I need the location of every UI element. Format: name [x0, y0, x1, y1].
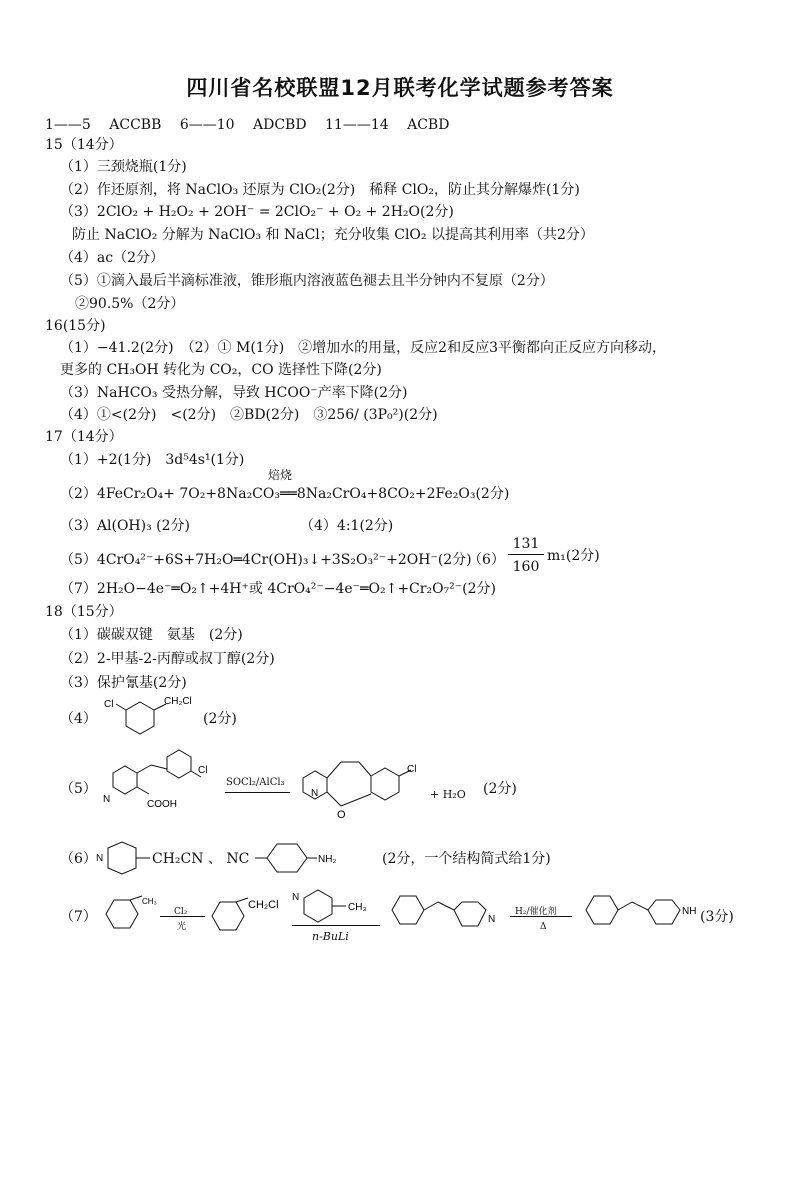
q18-5-byproduct: + H₂O — [430, 788, 466, 801]
svg-text:NH: NH — [682, 906, 697, 917]
q15-answer-5b: ②90.5%（2分） — [75, 296, 185, 312]
q18-6-substituents: CH₂CN 、 NC — [152, 851, 250, 867]
q17-answer-6-label: （6） — [468, 552, 505, 568]
q18-answer-2: （2）2-甲基-2-丙醇或叔丁醇(2分) — [60, 651, 275, 667]
q18-7-reagent-3: H₂/催化剂 — [515, 907, 557, 917]
svg-text:CH₂Cl: CH₂Cl — [248, 899, 279, 911]
q18-5-reagent: SOCl₂/AlCl₃ — [226, 777, 285, 788]
svg-text:NH₂: NH₂ — [318, 854, 337, 865]
structure-toluene — [100, 894, 160, 938]
q17-answer-1: （1）+2(1分) 3d⁵4s¹(1分) — [60, 452, 245, 468]
q17-reaction-condition: 焙烧 — [268, 468, 293, 482]
structure-aminobenzonitrile — [255, 838, 350, 882]
q17-answer-7: （7）2H₂O−4e⁻═O₂↑+4H⁺或 4CrO₄²⁻−4e⁻═O₂↑+Cr₂O₇²⁻(2分) — [60, 581, 496, 597]
q17-header: 17（14分） — [45, 429, 123, 445]
svg-text:CH₃: CH₃ — [348, 902, 367, 913]
q16-answer-4: （4）①<(2分) <(2分) ②BD(2分) ③256/ (3P₀²)(2分) — [60, 407, 438, 423]
q18-answer-5-score: (2分) — [483, 781, 517, 797]
q18-7-condition-1: 光 — [177, 922, 187, 932]
svg-text:N: N — [488, 914, 496, 925]
q17-answer-5: （5）4CrO₄²⁻+6S+7H₂O═4Cr(OH)₃↓+3S₂O₃²⁻+2OH⁻(2分) — [60, 552, 472, 568]
svg-text:Cl: Cl — [198, 765, 208, 776]
q15-header: 15（14分） — [45, 137, 123, 153]
q15-answer-3b: 防止 NaClO₂ 分解为 NaClO₃ 和 NaCl；充分收集 ClO₂ 以提高其利用率（共2分） — [72, 227, 594, 243]
q16-answer-1b: 更多的 CH₃OH 转化为 CO₂，CO 选择性下降(2分) — [60, 362, 382, 378]
q15-answer-1: （1）三颈烧瓶(1分) — [60, 159, 187, 175]
q18-7-reagent-2: n-BuLi — [312, 930, 349, 943]
structure-tricyclic-ketone — [297, 748, 427, 834]
reaction-arrow — [225, 792, 290, 793]
structure-cyclohexylethyl-piperidine — [582, 892, 702, 942]
q16-answer-3: （3）NaHCO₃ 受热分解，导致 HCOO⁻产率下降(2分) — [60, 385, 408, 401]
q15-answer-4: （4）ac（2分） — [60, 250, 165, 266]
q16-header: 16(15分) — [45, 318, 106, 334]
svg-text:COOH: COOH — [147, 799, 177, 810]
q18-answer-4-score: (2分) — [203, 711, 237, 727]
svg-text:CH₃: CH₃ — [142, 897, 157, 906]
structure-acid-reactant — [95, 745, 215, 824]
reaction-arrow — [292, 925, 380, 926]
svg-text:Cl: Cl — [104, 699, 114, 710]
page-title: 四川省名校联盟12月联考化学试题参考答案 — [186, 76, 614, 100]
fraction-bar — [508, 554, 544, 555]
q18-answer-7-label: （7） — [60, 909, 97, 925]
svg-text:N: N — [292, 892, 300, 903]
q18-header: 18（15分） — [45, 604, 123, 620]
q15-answer-2: （2）作还原剂，将 NaClO₃ 还原为 ClO₂(2分) 稀释 ClO₂，防止其分解爆炸(1分) — [60, 182, 580, 198]
q17-fraction-denominator: 160 — [512, 559, 540, 575]
q18-answer-6-score: (2分，一个结构简式给1分) — [382, 851, 551, 867]
q18-7-reagent-1: Cl₂ — [174, 907, 188, 917]
svg-text:Cl: Cl — [407, 764, 417, 775]
svg-text:N: N — [103, 794, 111, 805]
q18-7-condition-3: Δ — [540, 922, 547, 932]
structure-3-chlorobenzyl-chloride — [100, 696, 200, 750]
q17-fraction-numerator: 131 — [512, 536, 540, 552]
q18-answer-6-label: （6） — [60, 851, 97, 867]
svg-text:O: O — [337, 809, 346, 821]
q17-answer-2: （2）4FeCr₂O₄+ 7O₂+8Na₂CO₃══8Na₂CrO₄+8CO₂+2Fe₂O₃(2分) — [60, 486, 510, 502]
q18-answer-1: （1）碳碳双键 氨基 (2分) — [60, 627, 243, 643]
svg-text:CH₂Cl: CH₂Cl — [164, 696, 192, 707]
q18-answer-5-label: （5） — [60, 781, 97, 797]
q17-answer-4: （4）4:1(2分) — [300, 518, 394, 534]
q18-answer-4-label: （4） — [60, 711, 97, 727]
svg-text:N: N — [311, 788, 319, 799]
q17-answer-3: （3）Al(OH)₃ (2分) — [60, 518, 190, 534]
structure-phenethyl-pyridine — [388, 892, 508, 942]
q15-answer-5: （5）①滴入最后半滴标准液，锥形瓶内溶液蓝色褪去且半分钟内不复原（2分） — [60, 273, 554, 289]
q16-answer-1: （1）−41.2(2分) （2）① M(1分) ②增加水的用量，反应2和反应3平衡都向正反应方向移动， — [60, 340, 666, 356]
mc-answers: 1——5 ACCBB 6——10 ADCBD 11——14 ACBD — [45, 117, 450, 133]
q18-answer-7-score: (3分) — [700, 909, 734, 925]
structure-benzyl-chloride — [208, 894, 288, 938]
svg-text:N: N — [96, 853, 104, 864]
structure-4-methylpyridine — [290, 886, 380, 930]
q18-answer-3: （3）保护氰基(2分) — [60, 675, 187, 691]
q15-answer-3: （3）2ClO₂ + H₂O₂ + 2OH⁻ = 2ClO₂⁻ + O₂ + 2H₂O(2分) — [60, 204, 454, 220]
structure-pyridine-ring — [94, 838, 154, 882]
q17-answer-6: m₁(2分) — [547, 548, 600, 564]
